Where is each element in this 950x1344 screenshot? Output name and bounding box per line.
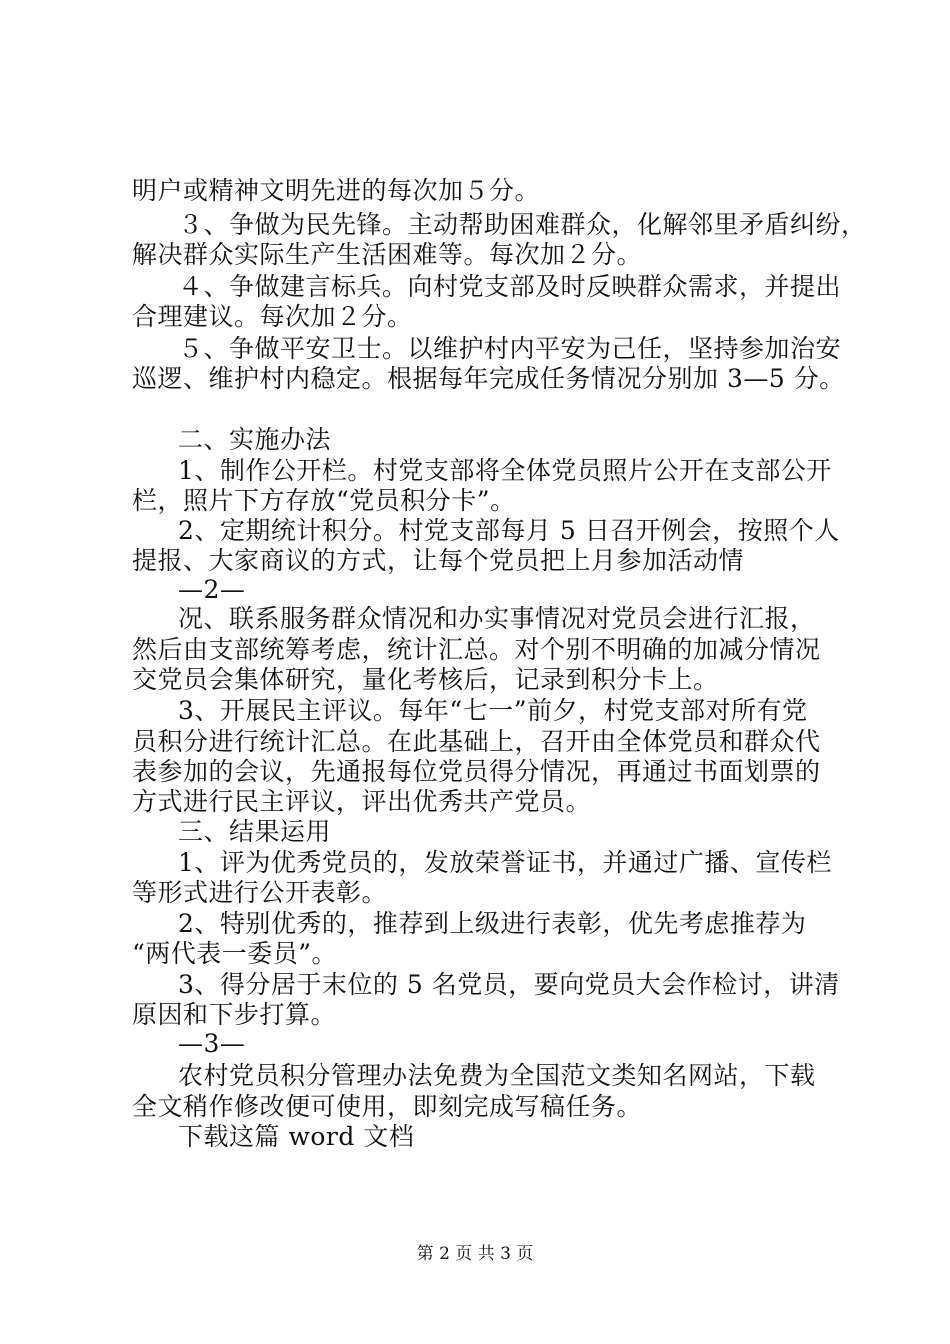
text-line: 提报、大家商议的方式，让每个党员把上月参加活动情 [132, 546, 745, 575]
text-line: ３、争做为民先锋。主动帮助困难群众，化解邻里矛盾纠纷， [178, 210, 867, 239]
text-line: 1、评为优秀党员的，发放荣誉证书，并通过广播、宣传栏 [178, 848, 832, 877]
text-line: 方式进行民主评议，评出优秀共产党员。 [132, 787, 592, 816]
text-line: “两代表一委员”。 [132, 939, 338, 968]
text-line: 全文稍作修改便可使用，即刻完成写稿任务。 [132, 1092, 643, 1121]
text-line: 3、开展民主评议。每年“七一”前夕，村党支部对所有党 [178, 696, 808, 725]
text-line: 表参加的会议，先通报每位党员得分情况，再通过书面划票的 [132, 757, 821, 786]
text-line: 况、联系服务群众情况和办实事情况对党员会进行汇报， [178, 604, 816, 633]
text-line: 等形式进行公开表彰。 [132, 878, 388, 907]
text-line: ４、争做建言标兵。向村党支部及时反映群众需求，并提出 [178, 272, 842, 301]
text-line: 栏，照片下方存放“党员积分卡”。 [132, 486, 516, 515]
page-marker: —2— [178, 575, 246, 604]
text-line: 原因和下步打算。 [132, 1000, 337, 1029]
text-line: 员积分进行统计汇总。在此基础上，召开由全体党员和群众代 [132, 727, 821, 756]
page-marker: —3— [178, 1029, 246, 1058]
section-heading: 二、实施办法 [178, 425, 332, 454]
text-line: 然后由支部统筹考虑，统计汇总。对个别不明确的加减分情况 [132, 635, 821, 664]
text-line: 2、定期统计积分。村党支部每月 5 日召开例会，按照个人 [178, 516, 840, 545]
text-line: ５、争做平安卫士。以维护村内平安为己任，坚持参加治安 [178, 334, 842, 363]
text-line: 3、得分居于末位的 5 名党员，要向党员大会作检讨，讲清 [178, 970, 840, 999]
text-line: 农村党员积分管理办法免费为全国范文类知名网站，下载 [178, 1061, 816, 1090]
text-line: 交党员会集体研究，量化考核后，记录到积分卡上。 [132, 665, 719, 694]
text-line: 合理建议。每次加２分。 [132, 302, 413, 331]
text-line: 巡逻、维护村内稳定。根据每年完成任务情况分别加 3—5 分。 [132, 364, 845, 393]
download-text: 下载这篇 word 文档 [178, 1122, 415, 1151]
text-line: 解决群众实际生产生活困难等。每次加２分。 [132, 240, 643, 269]
text-line: 1、制作公开栏。村党支部将全体党员照片公开在支部公开 [178, 456, 832, 485]
text-line: 明户或精神文明先进的每次加５分。 [132, 176, 541, 205]
page-footer: 第 2 页 共 3 页 [416, 1244, 534, 1264]
section-heading: 三、结果运用 [178, 817, 332, 846]
text-line: 2、特别优秀的，推荐到上级进行表彰，优先考虑推荐为 [178, 909, 807, 938]
